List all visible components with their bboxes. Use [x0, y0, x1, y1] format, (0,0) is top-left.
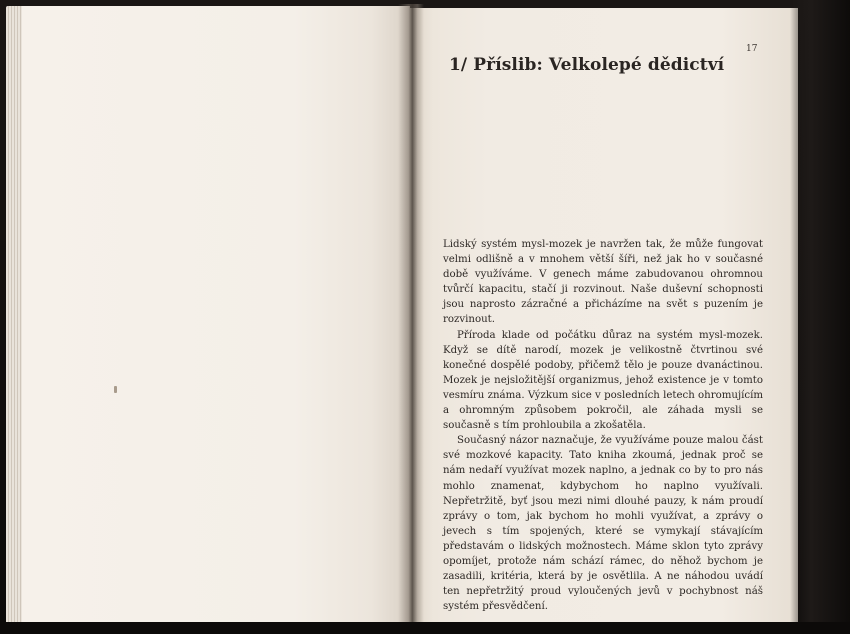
book-gutter	[398, 4, 424, 628]
chapter-title: 1/ Příslib: Velkolepé dědictví	[449, 55, 725, 75]
paragraph-3: Současný názor naznačuje, že využíváme pouze malou část své mozkové kapacity. Tato kniha zkoumá, jednak proč se nám nedaří využívat mozek naplno, a jednak co by to pro nás mohlo znamenat, kdybychom ho naplno využívali. Nepřetržitě, byť jsou mezi nimi dlouhé pauzy, k nám proudí zprávy o tom, jak bychom ho mohli využívat, a zprávy o jevech s tím spojených, které se vymykají stávajícím představám o lidských možnostech. Máme sklon tyto zprávy opomíjet, protože nám schází rámec, do něhož bychom je zasadili, kritéria, která by je osvětlila. A ne náhodou uvádí ten nepřetržitý proud vyloučených jevů v pochybnost náš systém přesvědčení.	[443, 435, 763, 613]
paragraph-1: Lidský systém mysl-mozek je navržen tak, že může fungovat velmi odlišně a v mnohem větší šíři, než jak ho v současné době využíváme. V genech máme zabudovanou ohromnou tvůrčí kapacitu, stačí ji rozvinout. Naše duševní schopnosti jsou naprosto zázračné a přicházíme na svět s puzením je rozvinout.	[443, 239, 763, 326]
bottom-edge	[0, 622, 850, 634]
page-number: 17	[746, 44, 758, 54]
left-page-blank	[22, 6, 410, 622]
paragraph-2: Příroda klade od počátku důraz na systém mysl-mozek. Když se dítě narodí, mozek je velikostně čtvrtinou své konečné dospělé podoby, přičemž tělo je pouze dvanáctinou. Mozek je nejsložitější organizmus, jehož existence je v tomto vesmíru známa. Výzkum sice v posledních letech ohromujícím a ohromným způsobem pokročil, ale záhada mysli se současně s tím prohloubila a zkošatěla.	[443, 329, 763, 432]
paper-speck	[114, 386, 117, 393]
right-edge-shadow	[790, 0, 850, 634]
body-text	[443, 237, 763, 614]
